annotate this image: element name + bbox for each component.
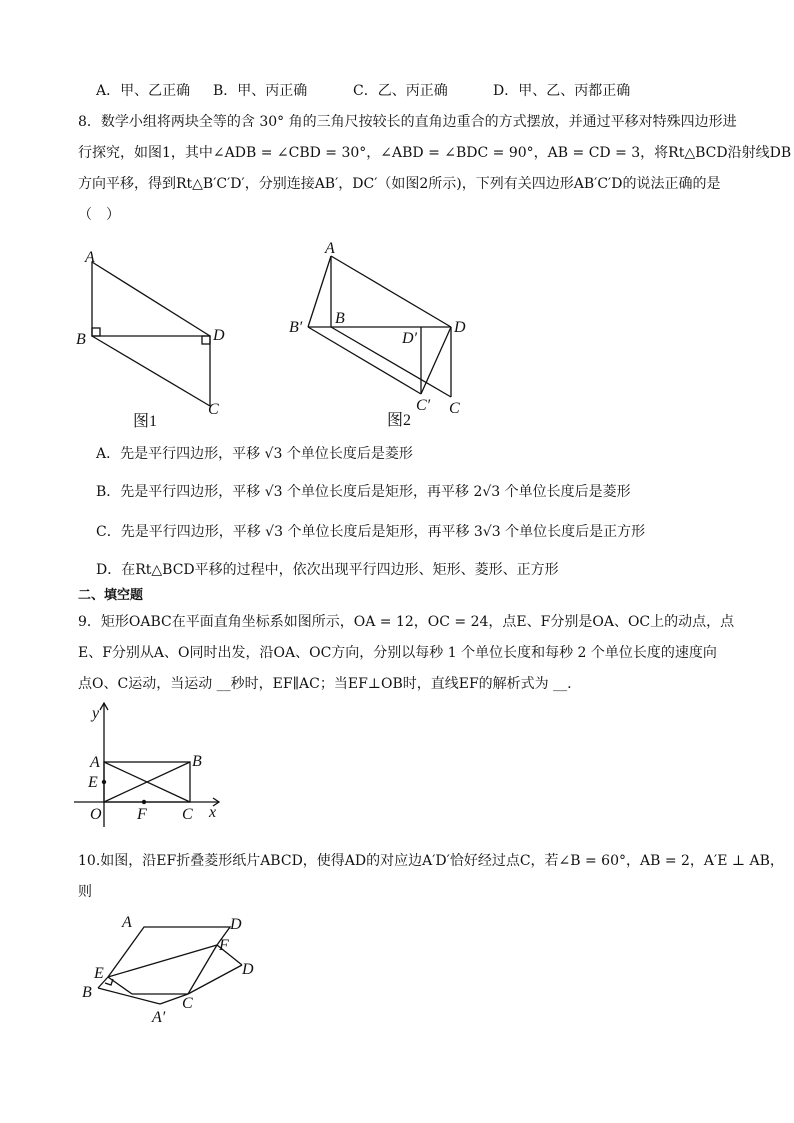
- q10-stem-line-1: 10.如图，沿EF折叠菱形纸片ABCD，使得AD的对应边A′D′恰好经过点C，若∠B = 60°，AB = 2，A′E ⊥ AB，: [78, 853, 784, 869]
- section-title: 二、填空题: [78, 588, 144, 603]
- q10-label-aprime: A′: [152, 1009, 166, 1026]
- q9-stem-line-3: 点O、C运动，当运动 __秒时，EF∥AC；当EF⊥OB时，直线EF的解析式为 __.: [78, 676, 572, 692]
- q9-label-b: B: [192, 753, 202, 770]
- fig2-label-d: D: [454, 319, 466, 336]
- fig1-label-c: C: [208, 401, 219, 418]
- q9-figure: [74, 700, 234, 830]
- fig2-label-b: B: [335, 310, 345, 327]
- q7-option-c: C．乙、丙正确: [353, 83, 448, 99]
- q9-point-f: [142, 800, 146, 804]
- q7-option-a: A．甲、乙正确: [96, 83, 191, 99]
- q9-stem-line-1: 9．矩形OABC在平面直角坐标系如图所示，OA = 12，OC = 24，点E、F分别是OA、OC上的动点，点: [78, 614, 735, 630]
- q9-label-f: F: [137, 806, 147, 823]
- fig2-caption: 图2: [387, 412, 412, 429]
- q8-figure-1: [70, 240, 240, 430]
- fig1-label-a: A: [85, 249, 95, 266]
- q10-label-d: D: [230, 916, 242, 933]
- q8-figure-2: [283, 235, 483, 435]
- q9-label-y: y: [92, 705, 100, 722]
- fig1-label-b: B: [76, 331, 86, 348]
- fig1-label-d: D: [213, 327, 225, 344]
- q8-option-d: D．在Rt△BCD平移的过程中，依次出现平行四边形、矩形、菱形、正方形: [96, 562, 559, 578]
- q7-option-b: B．甲、丙正确: [213, 83, 308, 99]
- q10-figure: [80, 905, 270, 1030]
- q10-label-f: F: [219, 937, 229, 954]
- q9-label-o: O: [90, 806, 102, 823]
- q9-point-e: [102, 780, 106, 784]
- q10-label-a: A: [122, 914, 132, 931]
- q9-label-c: C: [182, 806, 193, 823]
- fig2-label-a: A: [325, 240, 335, 257]
- fig2-label-dprime: D′: [402, 330, 418, 347]
- q9-stem-line-2: E、F分别从A、O同时出发，沿OA、OC方向，分别以每秒 1 个单位长度和每秒 2 个单位长度的速度向: [78, 645, 717, 661]
- q8-option-c: C．先是平行四边形，平移 √3 个单位长度后是矩形，再平移 3√3 个单位长度后是正方形: [96, 524, 646, 540]
- q9-label-x: x: [209, 804, 217, 821]
- q10-label-dprime: D: [242, 961, 254, 978]
- q10-label-e: E: [94, 965, 104, 982]
- q10-label-c: C: [182, 995, 193, 1012]
- fig2-label-c: C: [449, 400, 460, 417]
- q10-label-b: B: [82, 984, 92, 1001]
- q10-stem-line-2: 则: [78, 884, 92, 900]
- q8-option-a: A．先是平行四边形，平移 √3 个单位长度后是菱形: [96, 446, 413, 462]
- q8-option-b: B．先是平行四边形，平移 √3 个单位长度后是矩形，再平移 2√3 个单位长度后是菱形: [96, 484, 631, 500]
- q9-label-a: A: [90, 754, 100, 771]
- q8-stem-line-1: 8．数学小组将两块全等的含 30° 角的三角尺按较长的直角边重合的方式摆放，并通过平移对特殊四边形进: [78, 114, 737, 130]
- q8-stem-line-2: 行探究，如图1，其中∠ADB = ∠CBD = 30°，∠ABD = ∠BDC = 90°，AB = CD = 3，将Rt△BCD沿射线DB: [78, 145, 792, 161]
- fig2-label-cprime: C′: [416, 397, 431, 414]
- q8-stem-line-4: （ ）: [78, 207, 120, 223]
- q7-option-d: D．甲、乙、丙都正确: [493, 83, 631, 99]
- q9-label-e: E: [88, 774, 98, 791]
- fig2-label-bprime: B′: [289, 319, 303, 336]
- fig1-caption: 图1: [133, 413, 158, 430]
- q8-stem-line-3: 方向平移，得到Rt△B′C′D′，分别连接AB′，DC′（如图2所示)，下列有关四边形AB′C′D的说法正确的是: [78, 176, 721, 192]
